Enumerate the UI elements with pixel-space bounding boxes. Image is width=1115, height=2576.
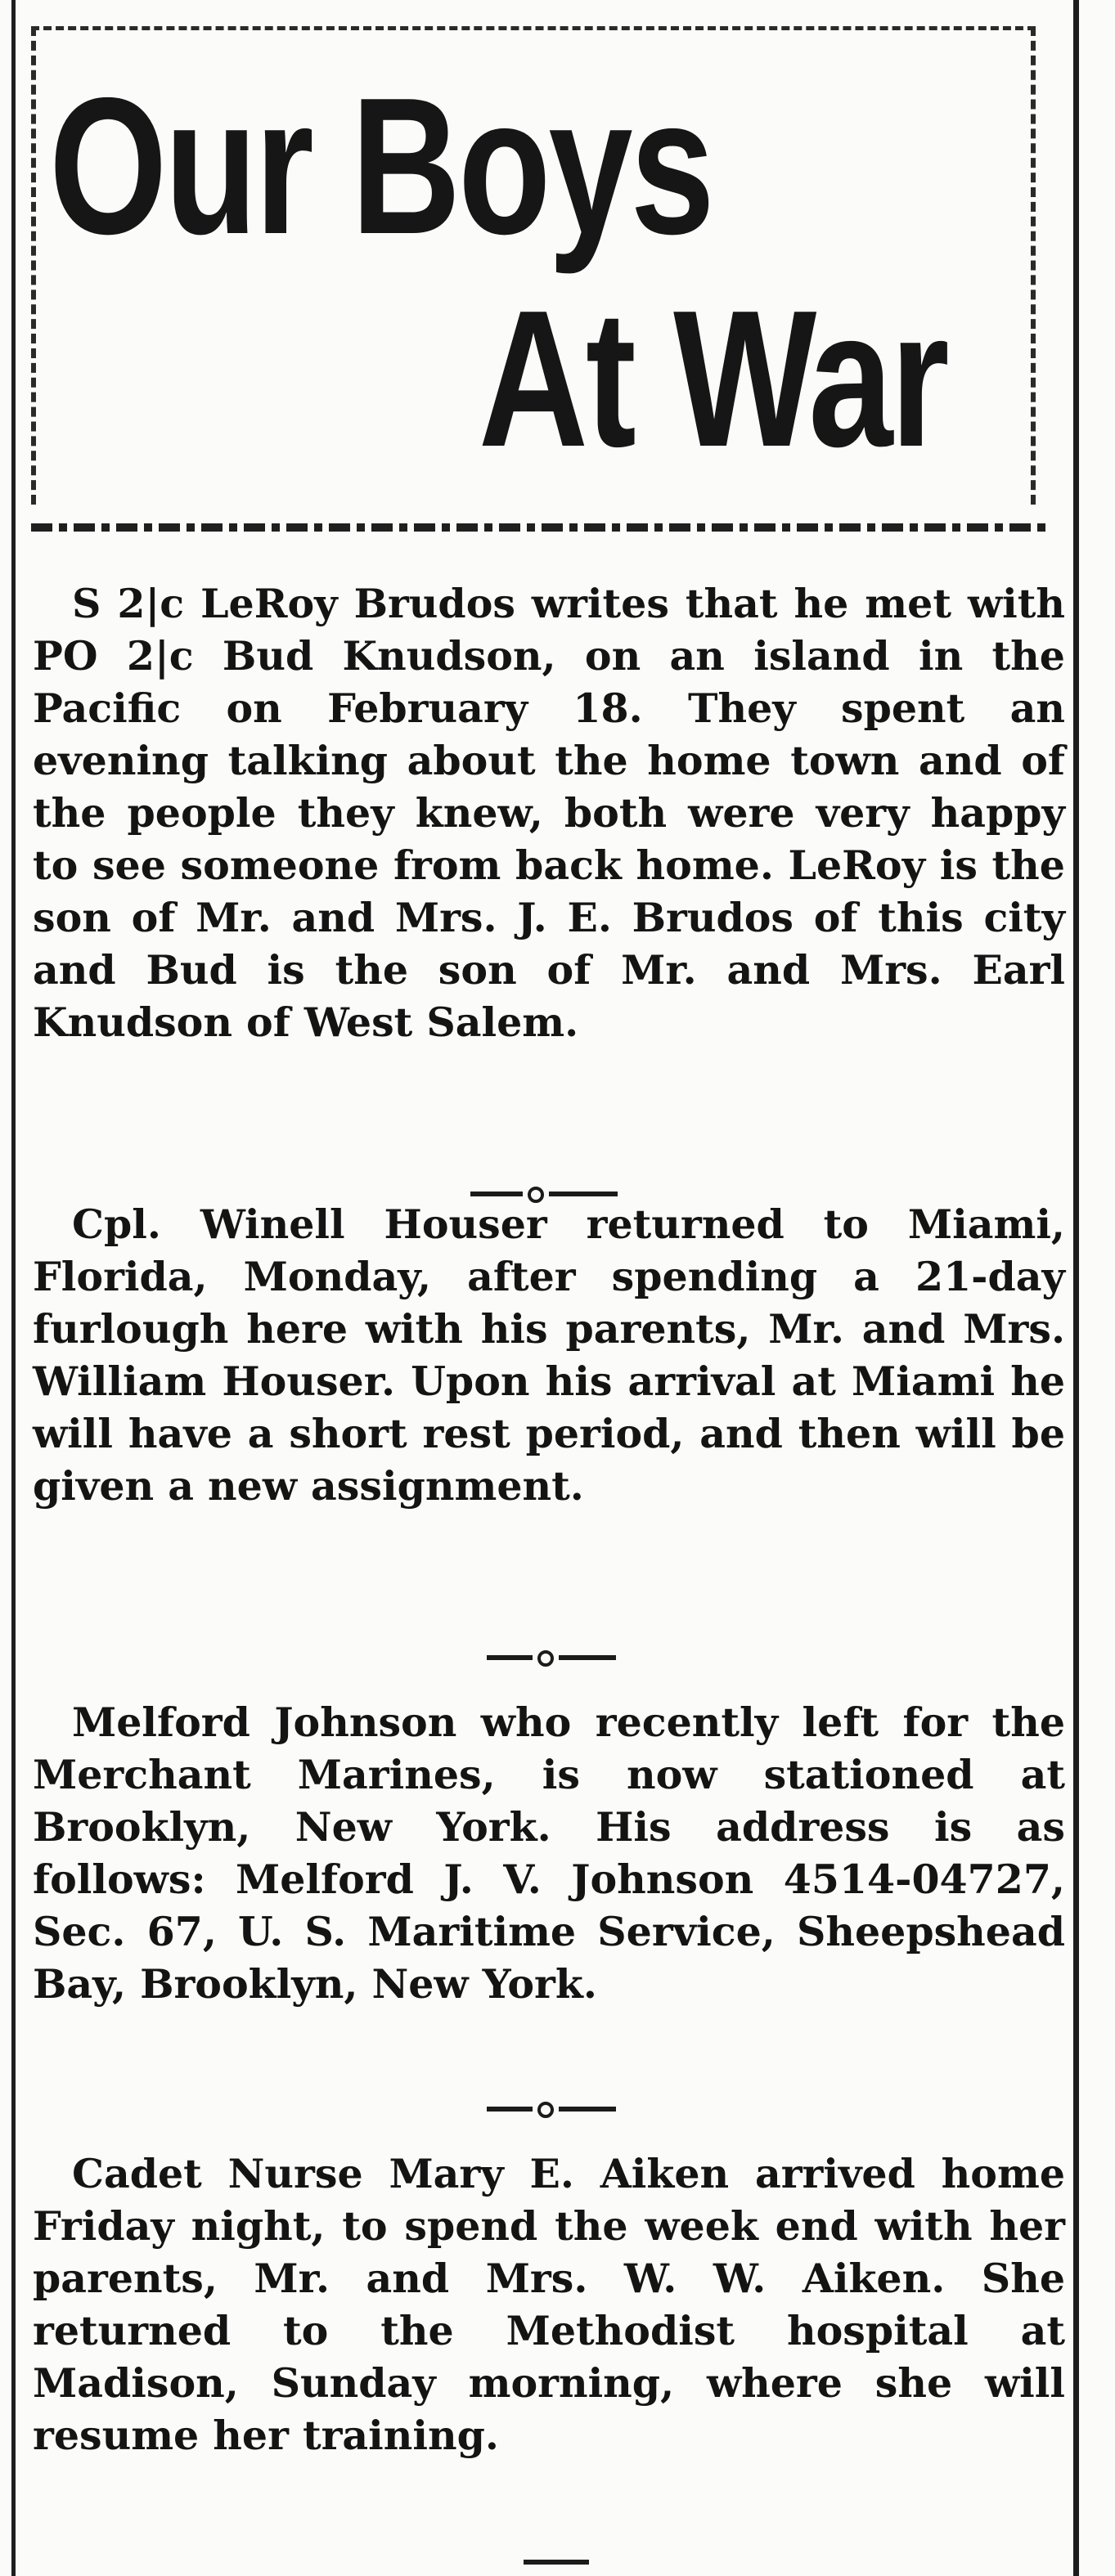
item-separator — [487, 2100, 618, 2116]
article-paragraph: Melford Johnson who recently left for the Merchant Marines, is now stationed at Brooklyn, New York. His address is as follows: Melford J. V. Johnson 4514-04727, Sec. 67, U. S. Maritime Service, Sheepshead Bay, Brooklyn, New York. — [33, 1699, 1065, 2008]
column-rule-left — [11, 0, 16, 2576]
article-paragraph: Cadet Nurse Mary E. Aiken arrived home Friday night, to spend the week end with her parents, Mr. and Mrs. W. W. Aiken. She returned to the Methodist hospital at Madison, Sunday morning, where she will resume her training. — [33, 2150, 1065, 2459]
headline-bottom-rule — [31, 523, 1050, 532]
article-paragraph: S 2|c LeRoy Brudos writes that he met with PO 2|c Bud Knudson, on an island in the Pacific on February 18. They spent an evening talking about the home town and of the people they knew, both were very happy to see someone from back home. LeRoy is the son of Mr. and Mrs. J. E. Brudos of this city and Bud is the son of Mr. and Mrs. Earl Knudson of West Salem. — [33, 580, 1065, 1046]
headline-line-1: Our Boys — [49, 58, 713, 275]
column-rule-right — [1073, 0, 1079, 2576]
headline-line-2: At War — [479, 271, 947, 487]
item-separator — [524, 2553, 589, 2569]
item-separator — [487, 1649, 618, 1665]
article-paragraph: Cpl. Winell Houser returned to Miami, Florida, Monday, after spending a 21-day furlough here with his parents, Mr. and Mrs. William Houser. Upon his arrival at Miami he will have a short rest period, and then will be given a new assignment. — [33, 1200, 1065, 1510]
